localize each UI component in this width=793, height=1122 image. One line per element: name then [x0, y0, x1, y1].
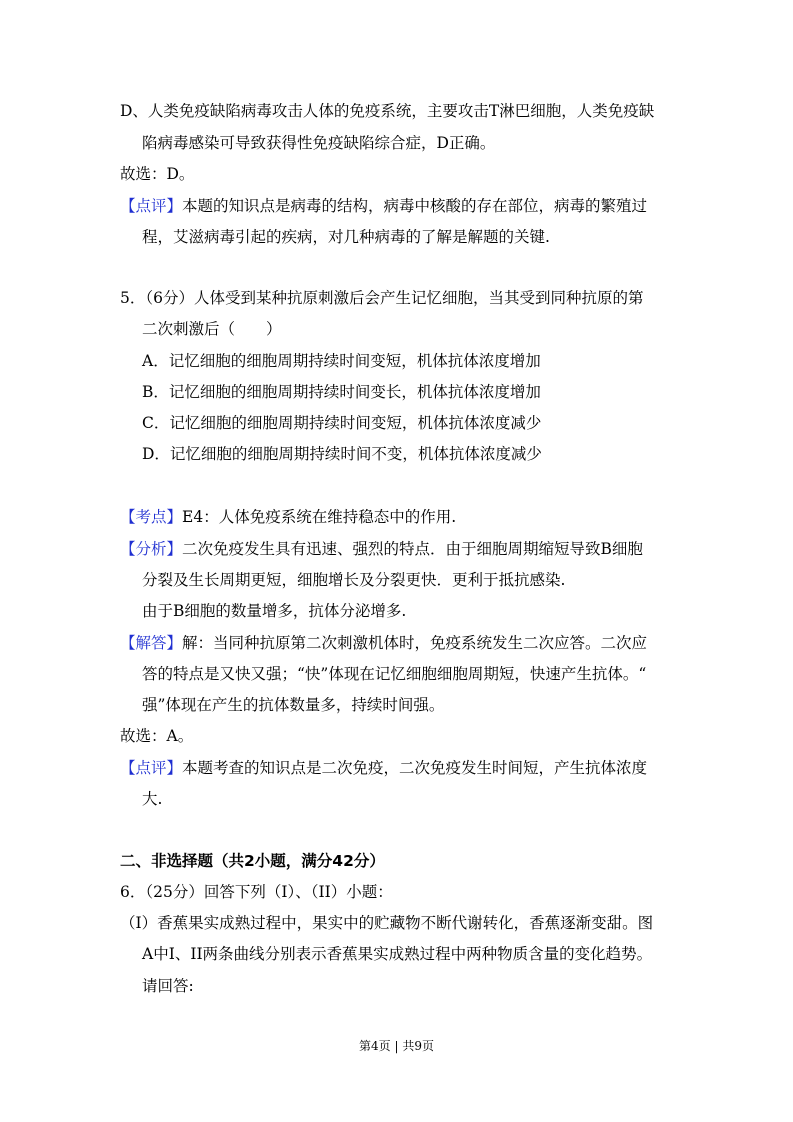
q5-review-line1 [120, 758, 647, 778]
q5-stem-line1: 5．（6分）人体受到某种抗原刺激后会产生记忆细胞，当其受到同种抗原的第 [120, 289, 644, 307]
q5-review-text1: 本题考查的知识点是二次免疫，二次免疫发生时间短，产生抗体浓度 [182, 759, 648, 777]
q6-part1-line3: 请回答: [142, 977, 194, 995]
q5-jieda-text1: 解：当同种抗原第二次刺激机体时，免疫系统发生二次应答。二次应 [182, 634, 648, 652]
q5-fenxi-line1 [120, 539, 643, 559]
q6-stem: 6．（25分）回答下列（I）、（II）小题： [120, 883, 393, 901]
q6-part1-line1: （I）香蕉果实成熟过程中，果实中的贮藏物不断代谢转化，香蕉逐渐变甜。图 [120, 914, 654, 932]
q4-answer: 故选：D。 [120, 165, 195, 183]
q5-fenxi-text1: 二次免疫发生具有迅速、强烈的特点．由于细胞周期缩短导致B细胞 [182, 540, 643, 558]
q5-kaodian-tag: 【考点】 [120, 508, 183, 526]
q4-review-text1: 本题的知识点是病毒的结构，病毒中核酸的存在部位，病毒的繁殖过 [182, 197, 648, 215]
q4-option-d-analysis-line2: 陷病毒感染可导致获得性免疫缺陷综合症，D正确。 [142, 134, 496, 152]
q6-part1-line2: A中I、II两条曲线分别表示香蕉果实成熟过程中两种物质含量的变化趋势。 [142, 945, 653, 963]
q4-option-d-analysis-line1: D、人类免疫缺陷病毒攻击人体的免疫系统，主要攻击T淋巴细胞，人类免疫缺 [120, 102, 655, 120]
q4-review-line1 [120, 196, 647, 216]
q5-jieda-line3: 强”体现在产生的抗体数量多，持续时间强。 [142, 696, 445, 714]
q5-jieda-line1 [120, 633, 647, 653]
section-heading: 二、非选择题（共2小题，满分42分） [120, 852, 385, 870]
q5-jieda-line2: 答的特点是又快又强；“快”体现在记忆细胞细胞周期短，快速产生抗体。“ [142, 665, 647, 683]
q5-fenxi-line2: 分裂及生长周期更短，细胞增长及分裂更快．更利于抵抗感染. [142, 571, 566, 589]
q5-fenxi-tag: 【分析】 [120, 540, 183, 558]
q5-review-tag: 【点评】 [120, 759, 183, 777]
q5-review-line2: 大. [142, 790, 163, 808]
q5-option-b: B．记忆细胞的细胞周期持续时间变长，机体抗体浓度增加 [142, 383, 541, 401]
q4-review-tag: 【点评】 [120, 197, 183, 215]
q5-kaodian-text: E4：人体免疫系统在维持稳态中的作用. [182, 508, 457, 526]
q5-answer: 故选：A。 [120, 727, 194, 745]
q5-kaodian [120, 507, 456, 527]
page-footer: 第4页 | 共9页 [359, 1039, 434, 1053]
q4-review-line2: 程，艾滋病毒引起的疾病，对几种病毒的了解是解题的关键. [142, 228, 550, 246]
q5-option-c: C．记忆细胞的细胞周期持续时间变短，机体抗体浓度减少 [142, 414, 542, 432]
q5-jieda-tag: 【解答】 [120, 634, 183, 652]
q5-option-d: D．记忆细胞的细胞周期持续时间不变，机体抗体浓度减少 [142, 445, 542, 463]
q5-stem-line2: 二次刺激后（ ） [142, 320, 282, 338]
q5-option-a: A．记忆细胞的细胞周期持续时间变短，机体抗体浓度增加 [142, 352, 541, 370]
q5-fenxi-line3: 由于B细胞的数量增多，抗体分泌增多. [142, 602, 407, 620]
